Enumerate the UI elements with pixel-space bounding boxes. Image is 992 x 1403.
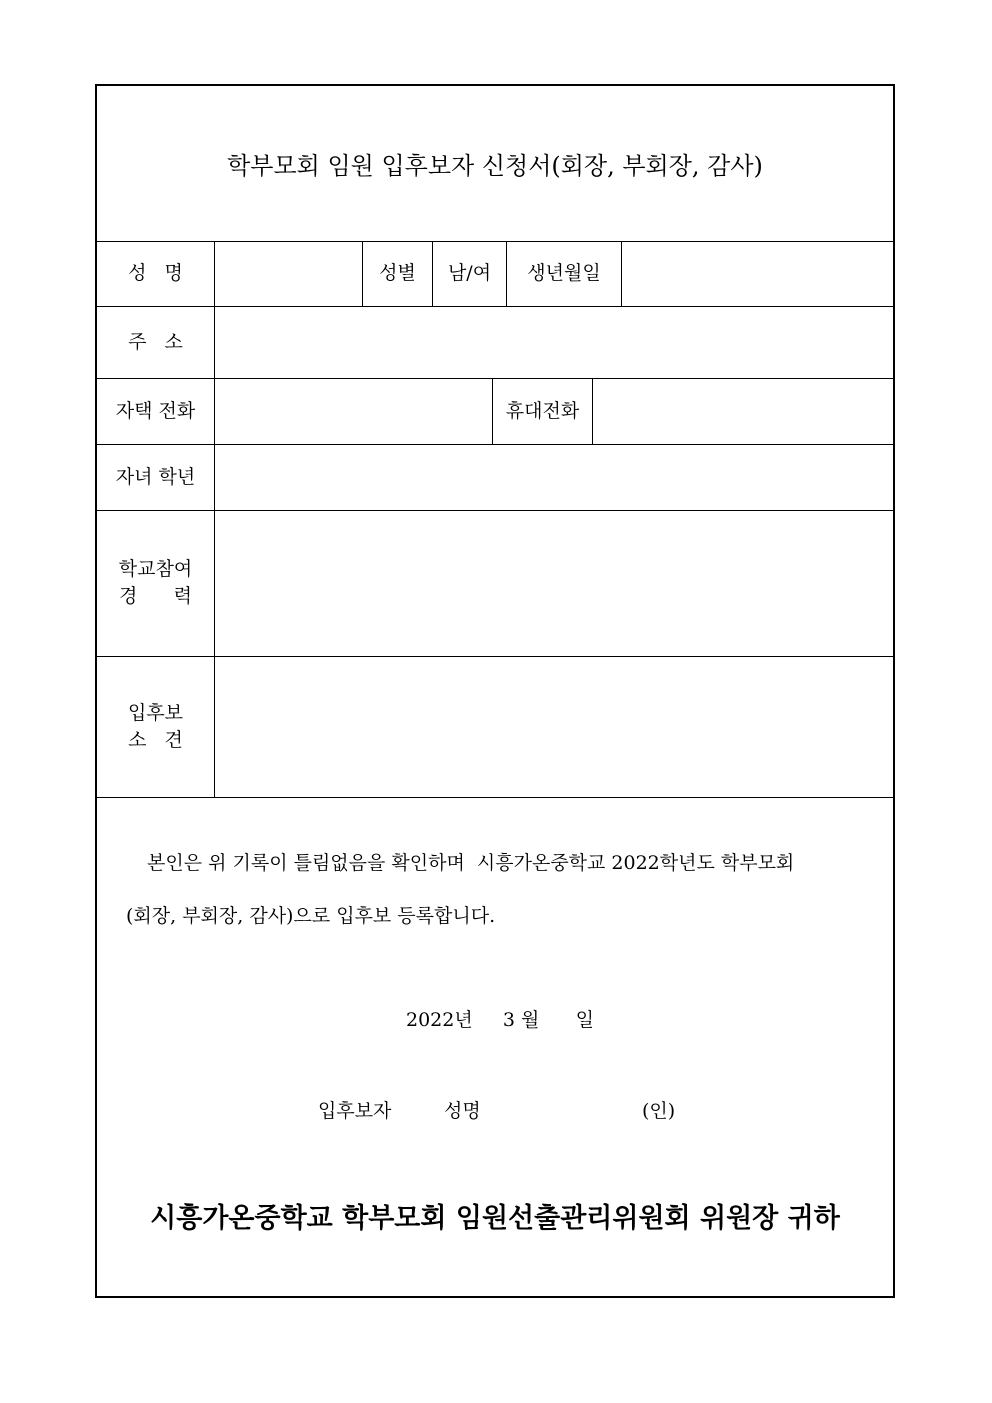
addressee: 시흥가온중학교 학부모회 임원선출관리위원회 위원장 귀하 xyxy=(150,1203,840,1234)
child-grade-field[interactable] xyxy=(215,444,893,510)
birth-label: 생년월일 xyxy=(527,262,601,284)
gender-label: 성별 xyxy=(379,262,416,284)
mobile-field[interactable] xyxy=(593,378,893,444)
statement-field[interactable] xyxy=(215,656,893,797)
declaration-line-2: (회장, 부회장, 감사)으로 입후보 등록합니다. xyxy=(126,905,496,927)
candidate-label: 입후보자 xyxy=(318,1100,392,1122)
seal-mark: (인) xyxy=(642,1100,676,1122)
signature-name-label: 성명 xyxy=(444,1100,481,1122)
home-phone-label: 자택 전화 xyxy=(115,399,196,422)
child-grade-label: 자녀 학년 xyxy=(115,465,196,488)
name-label: 성 명 xyxy=(128,262,183,284)
address-field[interactable] xyxy=(215,306,893,378)
address-label: 주 소 xyxy=(128,330,183,353)
birth-field[interactable] xyxy=(622,241,893,306)
mobile-label: 휴대전화 xyxy=(505,399,580,422)
divider xyxy=(97,797,893,798)
experience-field[interactable] xyxy=(215,510,893,656)
application-form xyxy=(95,84,895,1298)
home-phone-field[interactable] xyxy=(215,378,492,444)
form-title: 학부모회 임원 입후보자 신청서(회장, 부회장, 감사) xyxy=(227,152,763,180)
declaration-line-1: 본인은 위 기록이 틀림없음을 확인하며 시흥가온중학교 2022학년도 학부모회 xyxy=(147,852,795,874)
experience-label: 학교참여 경 력 xyxy=(118,558,193,607)
gender-field[interactable]: 남/여 xyxy=(447,262,492,284)
date-line: 2022년 3 월 일 xyxy=(406,1009,594,1031)
statement-label: 입후보 소 견 xyxy=(127,701,184,751)
name-field[interactable] xyxy=(215,241,362,306)
